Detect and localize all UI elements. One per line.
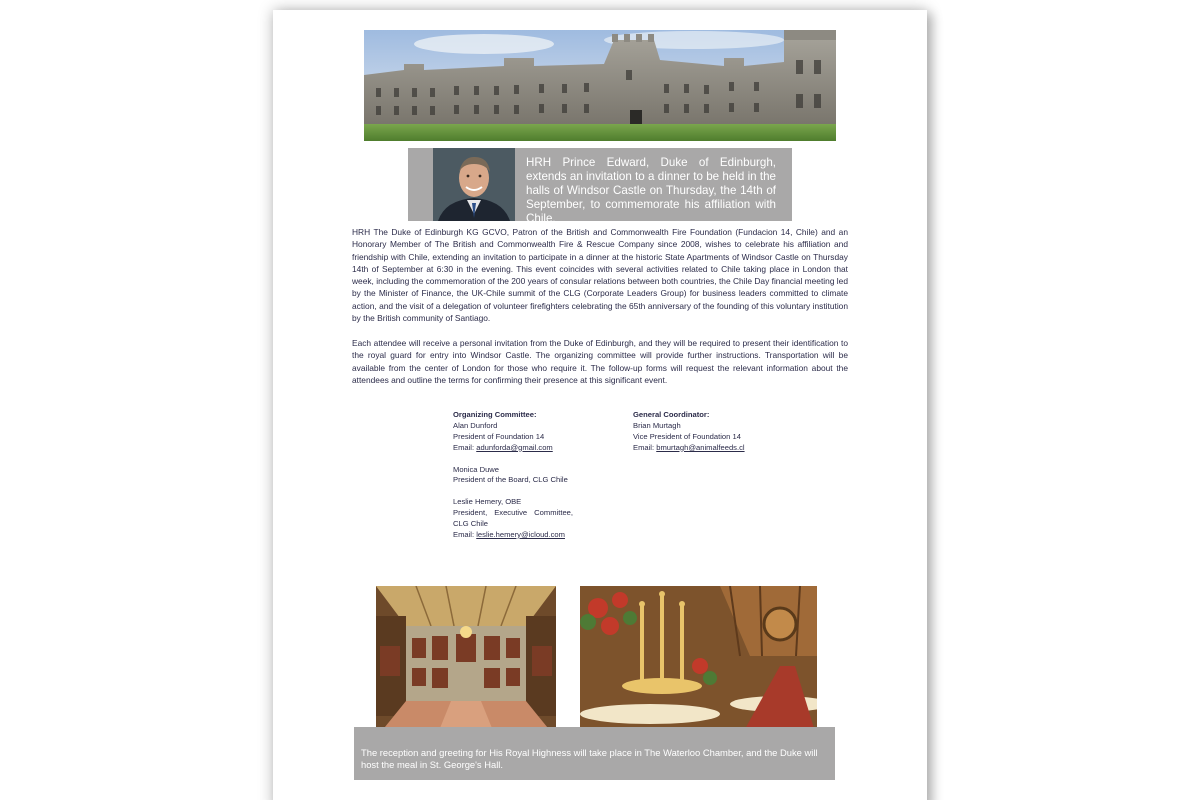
general-coordinator-heading: General Coordinator: [633, 410, 710, 419]
email-link-murtagh[interactable]: bmurtagh@animalfeeds.cl [656, 442, 745, 452]
email-label: Email: [633, 442, 655, 452]
body-paragraph-1: HRH The Duke of Edinburgh KG GCVO, Patron of the British and Commonwealth Fire Foundation (Fundacion 14, Chile) and an Honorary Member of The British and Commonwealth Fire & Rescue Company since 2008, wishes to celebrate his affiliation and friendship with Chile, extending an invitation to participate in a dinner at the historic State Apartments of Windsor Castle on Thursday 14th of September at 6:30 in the evening. This event coincides with several activities related to Chile taking place in London that week, including the commemoration of the 200 years of consular relations between both countries, the Chile Day financial meeting led by the Minister of Finance, the UK-Chile summit of the CLG (Corporate Leaders Group) for business leaders committed to climate action, and the visit of a delegation of volunteer firefighters celebrating the 65th anniversary of the founding of this voluntary institution by the British community of Santiago. [352, 227, 848, 324]
duke-portrait-photo [433, 148, 515, 221]
member-name: Monica Duwe [453, 464, 500, 474]
email-link-dunford[interactable]: adunforda@gmail.com [476, 442, 553, 452]
spacer [453, 486, 573, 497]
member-role: President of Foundation 14 [453, 431, 545, 441]
coordinator-name: Brian Murtagh [633, 420, 681, 430]
waterloo-chamber-photo [376, 586, 556, 738]
organizing-committee [453, 410, 573, 541]
body-paragraph-2: Each attendee will receive a personal invitation from the Duke of Edinburgh, and they will be required to present their identification to the royal guard for entry into Windsor Castle. The organizing committee will provide further instructions. Transportation will be available from the center of London for those who require it. The follow-up forms will request the relevant information about the attendees and outline the terms for confirming their presence at this significant event. [352, 338, 848, 385]
coordinator-email-line [633, 443, 793, 454]
member-name: Leslie Hemery, OBE [453, 497, 522, 507]
windsor-castle-photo [364, 30, 836, 141]
intro-text: HRH Prince Edward, Duke of Edinburgh, extends an invitation to a dinner to be held in the halls of Windsor Castle on Thursday, the 14th of September, to commemorate his affiliation with Chile. [526, 156, 776, 225]
general-coordinator [633, 410, 793, 454]
member-role: CLG Chile [453, 519, 489, 529]
member-role: President of the Board, CLG Chile [453, 475, 568, 485]
member-role: President, Executive Committee, [453, 508, 573, 518]
spacer [453, 454, 573, 465]
member-email-line [453, 530, 573, 541]
email-label: Email: [453, 442, 475, 452]
caption-text: The reception and greeting for His Royal Highness will take place in The Waterloo Chamber, and the Duke will host the meal in St. George's Hall. [361, 747, 818, 770]
member-email-line [453, 443, 573, 454]
email-label: Email: [453, 529, 475, 539]
coordinator-role: Vice President of Foundation 14 [633, 431, 741, 441]
organizing-committee-heading: Organizing Committee: [453, 410, 537, 419]
member-name: Alan Dunford [453, 420, 498, 430]
email-link-hemery[interactable]: leslie.hemery@icloud.com [476, 529, 565, 539]
st-georges-hall-photo [580, 586, 817, 738]
